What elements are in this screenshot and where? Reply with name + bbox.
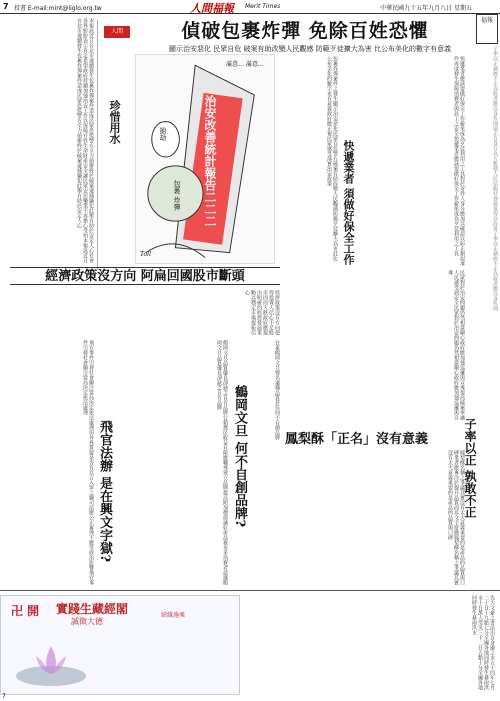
bottom-left-title: 卍 開: [11, 604, 40, 618]
issue-date: 中華民國九十五年九月八日 星期五: [380, 5, 472, 12]
page-number: 7: [3, 2, 9, 11]
econ-headline: 經濟政策沒方向 阿扁回國股市斷頭: [10, 267, 280, 285]
cartoon-signature: Toll: [140, 251, 151, 258]
ad-sub: 誠徵大德: [71, 617, 103, 626]
mid-bottom-body: 鶴岡文旦品質優良卻缺乏自有品牌行銷農民收益有限應輔導建立品牌提高附加價值讓好產品被更多消費者認識鶴岡文旦品質優良卻缺乏自有品牌: [216, 340, 228, 585]
masthead: 人間福報: [190, 2, 234, 15]
ad-title: 實踐生藏經閣: [56, 602, 129, 616]
fengli-headline: 鳳梨酥「正名」沒有意義: [285, 432, 429, 447]
sidebar-title: 珍惜用水: [108, 100, 121, 144]
econ-article-body: 經濟政策沒有方向使得投資人信心不足股市因而大跌政府應提出明確的經濟發展策略以穩定市場提振信心: [244, 290, 280, 335]
main-headline: 偵破包裹炸彈 免除百姓恐懼: [181, 20, 429, 42]
middle-article-body: 包裹炸彈案件之發生顯示治安惡化民眾自危警方破案有助改變人民觀感防範歹徒擴大為害此比公布美化的數字更有意義政府應正視民眾感受落實治安政策: [326, 56, 338, 261]
hegang-body: 台東鶴岡文旦聲名遠播品質甚佳何不自創品牌: [274, 340, 280, 440]
feiguan-article-body: 飛官事件引發社會關注當局決定依法處理但外界質疑是否有以言入罪之嫌司法應公正審理不應受政治影響飛官事件引發社會關注當局決定依法處理: [82, 340, 94, 585]
ad-sub2: 結緣施乘: [161, 612, 186, 619]
bottom-right-body: 先大文豪之書法出自身邊之水五十四年七月二十日十九點七分全國各地同時發生暴雨洪水十日萬人受災三十二日五點十分全國各地同時發生暴雨洪水: [471, 595, 495, 690]
main-subhead: 顯示治安惡化 民眾自危 破案有助改變人民觀感 防範歹徒擴大為害 比公布美化的數字有意義: [169, 45, 451, 53]
edge-logo: 福報: [476, 14, 498, 44]
sidebar-tag: 人間: [104, 26, 130, 38]
right-mid-body: 民眾對於治安問題仍然相當關心政府應加強巡邏與宣導提高破案率讓人民感受到安全民眾對於治安問題仍然相當關心政府應加強巡邏與宣導: [447, 270, 465, 420]
lotus-illustration: [11, 636, 91, 691]
fengli-body: 鳳梨酥名稱之爭議其實沒有太大意義重要的是產品的品質與口碑業者應專注於提升品質而非文字遊戲鳳梨酥名稱之爭議其實沒有太大意義重要的是產品的品質與口碑: [447, 450, 465, 585]
page-footer-number: 7: [2, 693, 6, 700]
masthead-en: Merit Times: [245, 3, 281, 10]
kuai-article-body: 快遞業者應該要做好保全工作避免成為歹徒利用之工具對於寄件人身分應加以確認以防止類似事件再度發生保障消費者與員工之安全快遞業者應該要做好保全工作避免成為歹徒利用之工具: [453, 56, 465, 266]
right-col-headline: 子率以正 孰敢不正: [463, 418, 477, 519]
cartoon-bubble-mid: 包裹 炸彈: [173, 180, 181, 211]
right-edge-body: 子率以正孰敢不正為政者應以身作則端正自身行為方能使人民信服社會風氣得以改善子率以正孰敢不正為政者應以身作則: [492, 46, 498, 311]
cartoon-banner: 治安改善統計報告二二二: [203, 95, 217, 227]
sidebar-box: [97, 20, 135, 270]
editorial-cartoon: [135, 54, 275, 264]
bottom-ad: [0, 595, 240, 695]
section-label: 投書 E-mail:mint@liglo.org.tw: [14, 5, 102, 12]
feiguan-headline: 飛官法辦 是在興文字獄?: [97, 420, 112, 563]
left-article-body: 本報訊近日台北市連續發生包裹炸彈案件造成民眾恐慌警方全力偵辦終於破案逮捕嫌犯此舉有助於安定人心社會各界紛紛表示肯定希望政府持續加強治安工作以保障百姓生命財產安全讓民眾安居樂業不再擔心受怕本報訊近日台北市連續發生包裹炸彈案件造成民眾恐慌警方全力偵辦終於破案逮捕嫌犯此舉有助於安定人心: [76, 18, 94, 263]
cartoon-bubble-top: 滿意… 滿意…: [226, 61, 264, 68]
hegang-headline: 鶴岡文旦 何不自創品牌?: [232, 385, 247, 528]
cartoon-bubble-left: 搶劫: [159, 127, 167, 141]
kuai-headline: 快遞業者 須做好保全工作: [342, 140, 355, 265]
page-header: [0, 0, 500, 14]
